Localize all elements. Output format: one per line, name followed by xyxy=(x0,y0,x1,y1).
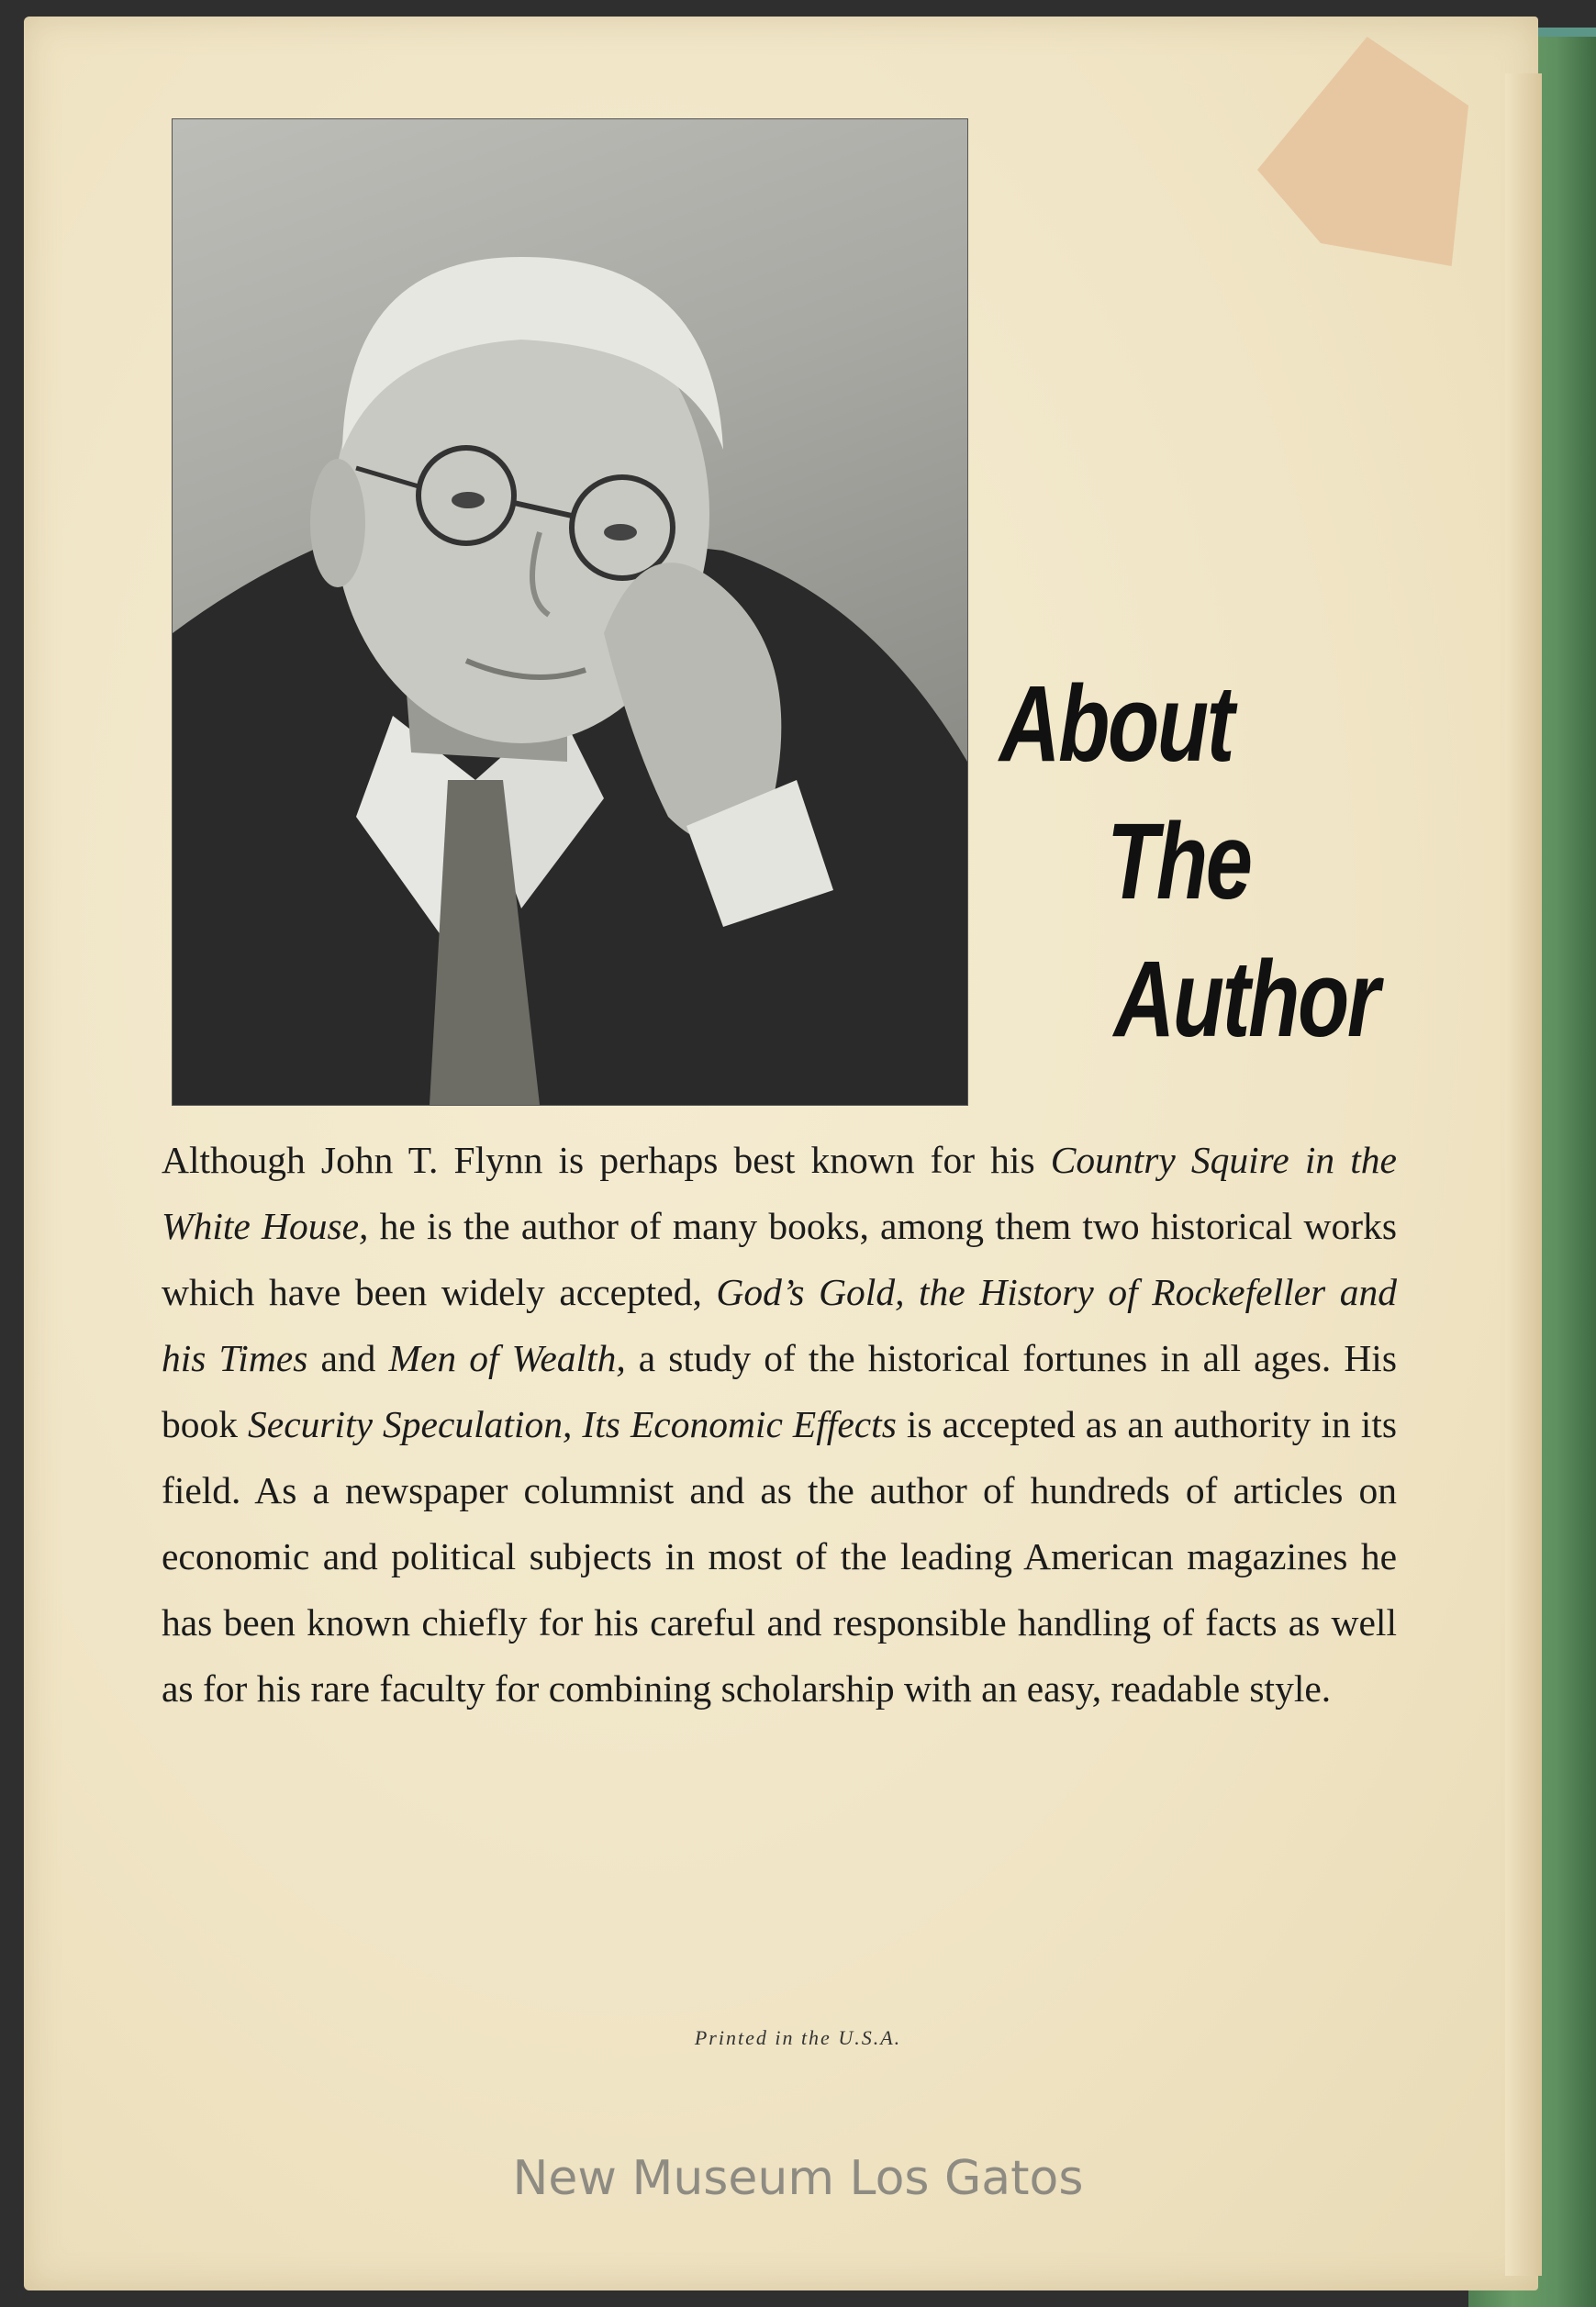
heading-line-author: Author xyxy=(1113,939,1378,1060)
author-portrait xyxy=(173,119,967,1105)
heading-line-about: About xyxy=(999,663,1233,785)
watermark: New Museum Los Gatos xyxy=(512,2151,1084,2206)
book-title-security-speculation: Security Speculation, Its Economic Effects xyxy=(248,1403,897,1445)
bio-text: he is the author of many books, among them two historical works which have been widely accepted, xyxy=(162,1205,1397,1313)
author-bio xyxy=(162,1127,1397,1722)
dust-jacket-edge xyxy=(1505,73,1542,2276)
portrait-illustration xyxy=(173,119,967,1105)
book-title-men-of-wealth: Men of Wealth, xyxy=(388,1337,626,1379)
bio-text: is accepted as an authority in its field. As a newspaper columnist and as the author of hundreds of articles on economic and political subjects in most of the leading American magazines he has been known chiefly for his careful and responsible handling of facts as well as for his rare faculty for combining scholarship with an easy, readable style. xyxy=(162,1403,1398,1710)
about-the-author-heading xyxy=(964,663,1378,1083)
heading-line-the: The xyxy=(1107,801,1251,922)
book-title-country-squire: Country Squire in the White House, xyxy=(162,1139,1397,1247)
bio-text: and xyxy=(307,1337,389,1379)
book-title-gods-gold: God’s Gold, the History of Rockefeller and his Times xyxy=(162,1271,1397,1379)
printed-in-usa: Printed in the U.S.A. xyxy=(694,2026,902,2049)
bio-text: Although John T. Flynn is perhaps best known for his xyxy=(162,1139,1051,1181)
bio-text: a study of the historical fortunes in all ages. His book xyxy=(162,1337,1397,1445)
